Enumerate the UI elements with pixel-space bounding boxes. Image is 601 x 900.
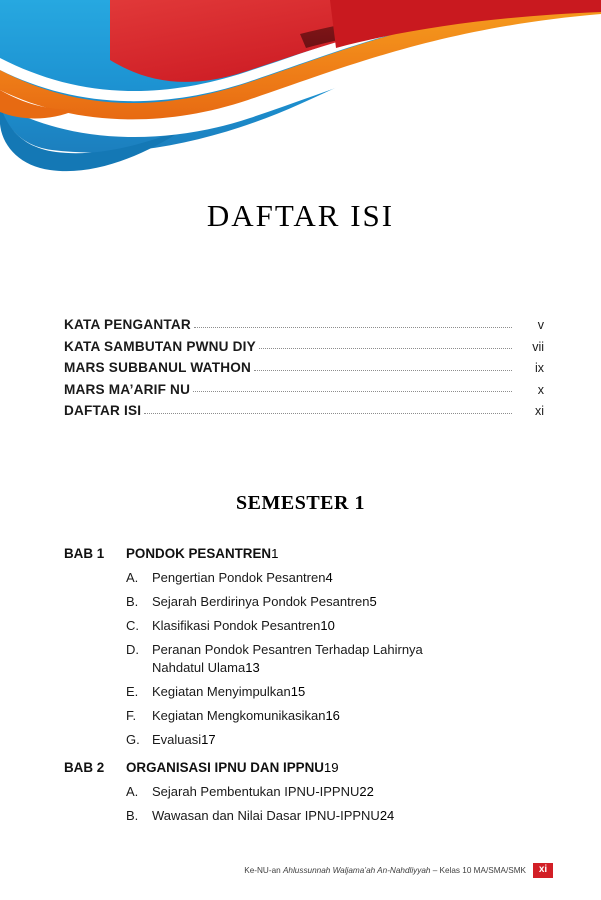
- section-page: 13: [245, 660, 260, 675]
- section-title: Peranan Pondok Pesantren Terhadap Lahirnya: [152, 642, 423, 657]
- toc-entry[interactable]: [64, 340, 544, 354]
- toc-entry[interactable]: [64, 404, 544, 418]
- section-row[interactable]: [64, 684, 544, 699]
- footer-page-number: xi: [533, 863, 553, 878]
- section-title: Evaluasi: [152, 732, 202, 747]
- leader-dots: [259, 348, 512, 349]
- section-row[interactable]: [64, 732, 544, 747]
- section-row[interactable]: [64, 808, 544, 823]
- toc-entry-label: MARS SUBBANUL WATHON: [64, 360, 252, 376]
- section-row[interactable]: [64, 784, 544, 799]
- section-page: 24: [379, 808, 395, 823]
- page-footer: [244, 863, 553, 878]
- chapter-number: BAB 1: [64, 546, 105, 561]
- section-row[interactable]: [64, 708, 544, 723]
- leader-dots: [193, 391, 512, 392]
- chapter-page: 19: [323, 760, 339, 775]
- toc-entry-page: v: [537, 318, 544, 333]
- leader-dots: [254, 370, 512, 371]
- section-row-continuation[interactable]: [64, 660, 544, 675]
- section-letter: B.: [126, 808, 139, 823]
- section-page: 16: [325, 708, 340, 723]
- toc-entry-label: MARS MA’ARIF NU: [64, 381, 191, 397]
- section-letter: G.: [126, 732, 140, 747]
- section-row[interactable]: [64, 642, 544, 657]
- section-letter: A.: [126, 784, 139, 799]
- section-letter: F.: [126, 708, 137, 723]
- semester-heading: SEMESTER 1: [236, 492, 365, 514]
- section-letter: B.: [126, 594, 139, 609]
- leader-dots: [144, 413, 512, 414]
- section-title: Klasifikasi Pondok Pesantren: [152, 618, 321, 633]
- section-page: 17: [201, 732, 216, 747]
- chapter-row[interactable]: [64, 760, 544, 775]
- toc-entry-label: DAFTAR ISI: [64, 403, 142, 419]
- toc-entry-page: ix: [534, 361, 544, 376]
- toc-entry-label: KATA SAMBUTAN PWNU DIY: [64, 338, 256, 354]
- footer-text-part2: – Kelas 10 MA/SMA/SMK: [430, 866, 526, 875]
- toc-entry[interactable]: [64, 318, 544, 332]
- toc-entry-page: vii: [532, 339, 544, 354]
- section-page: 22: [359, 784, 374, 799]
- section-row[interactable]: [64, 594, 544, 609]
- toc-entry-label: KATA PENGANTAR: [64, 317, 191, 332]
- section-page: 10: [320, 618, 335, 633]
- section-title: Sejarah Pembentukan IPNU-IPPNU: [152, 784, 360, 799]
- section-row[interactable]: [64, 618, 544, 633]
- section-title: Sejarah Berdirinya Pondok Pesantren: [152, 594, 370, 609]
- footer-text-part1: Ke-NU-an: [244, 866, 283, 875]
- chapter-page: 1: [271, 546, 279, 561]
- section-page: 15: [290, 684, 306, 699]
- toc-entry[interactable]: [64, 383, 544, 397]
- header-decoration: [0, 0, 601, 185]
- chapter-title: ORGANISASI IPNU DAN IPPNU: [126, 760, 324, 775]
- leader-dots: [194, 327, 512, 328]
- footer-text: [244, 866, 526, 875]
- page-title: DAFTAR ISI: [206, 198, 395, 233]
- chapter-row[interactable]: [64, 546, 544, 561]
- toc-entry-page: xi: [534, 404, 544, 419]
- section-title: Kegiatan Mengkomunikasikan: [152, 708, 326, 723]
- section-title: Kegiatan Menyimpulkan: [152, 684, 291, 699]
- section-title: Wawasan dan Nilai Dasar IPNU-IPPNU: [152, 808, 380, 823]
- section-title: Pengertian Pondok Pesantren: [152, 570, 326, 585]
- section-title-line2: Nahdatul Ulama: [152, 660, 246, 675]
- section-row[interactable]: [64, 570, 544, 585]
- section-letter: D.: [126, 642, 139, 657]
- toc-entry[interactable]: [64, 361, 544, 375]
- toc-entry-page: x: [537, 382, 544, 397]
- section-page: 5: [369, 594, 377, 609]
- section-letter: A.: [126, 570, 139, 585]
- section-letter: E.: [126, 684, 139, 699]
- footer-text-italic: Ahlussunnah Waljama’ah An-Nahdliyyah: [282, 866, 431, 875]
- front-matter-list: [64, 318, 544, 426]
- chapter-number: BAB 2: [64, 760, 105, 775]
- chapter-title: PONDOK PESANTREN: [126, 546, 272, 561]
- chapter-list: [64, 546, 544, 832]
- section-page: 4: [325, 570, 333, 585]
- section-letter: C.: [126, 618, 139, 633]
